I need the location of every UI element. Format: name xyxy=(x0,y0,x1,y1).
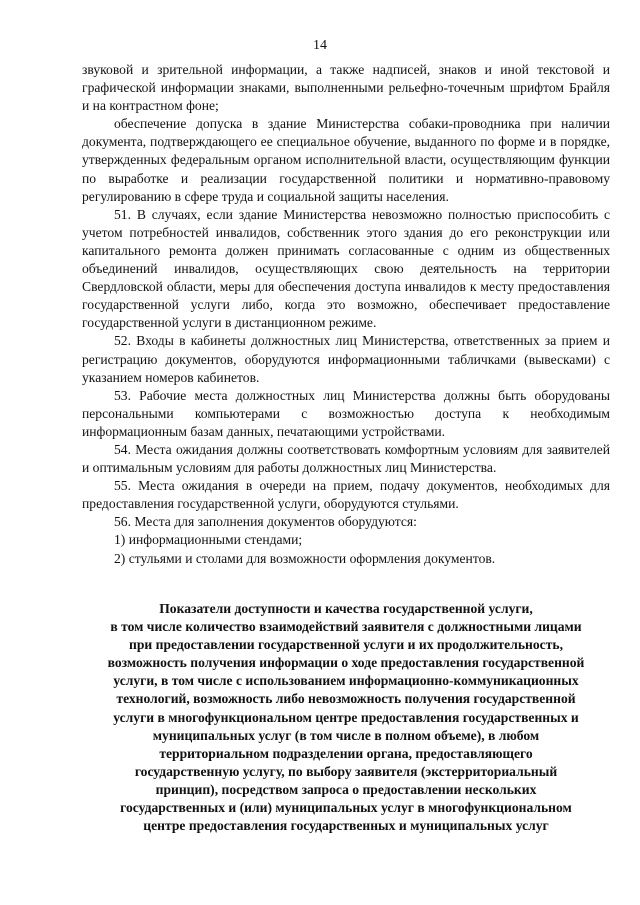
paragraph-55: 55. Места ожидания в очереди на прием, подачу документов, необходимых для предоставления государственной услуги, оборудуются стульями. xyxy=(82,478,610,512)
list-item-2: 2) стульями и столами для возможности оформления документов. xyxy=(114,550,496,566)
heading-line: принцип), посредством запроса о предоставлении нескольких xyxy=(155,781,537,797)
heading-line: возможность получения информации о ходе предоставления государственной xyxy=(107,655,585,671)
heading-line: технологий, возможность либо невозможность получения государственной xyxy=(116,691,576,707)
body-text xyxy=(82,61,610,568)
paragraph-53: 53. Рабочие места должностных лиц Министерства должны быть оборудованы персональными компьютерами с возможностью доступа к необходимым информационным базам данных, печатающими устройствами. xyxy=(82,387,610,439)
section-heading xyxy=(82,600,610,835)
heading-line: услуги, в том числе с использованием информационно-коммуникационных xyxy=(113,673,579,689)
heading-line: в том числе количество взаимодействий заявителя с должностными лицами xyxy=(110,619,582,635)
list-item-1: 1) информационными стендами; xyxy=(114,532,303,548)
heading-line: государственную услугу, по выбору заявителя (экстерриториальный xyxy=(134,763,558,779)
heading-line: центре предоставления государственных и муниципальных услуг xyxy=(143,818,549,834)
paragraph-54: 54. Места ожидания должны соответствовать комфортным условиям для заявителей и оптимальным условиям для работы должностных лиц Министерства. xyxy=(82,441,610,476)
heading-line: услуги в многофункциональном центре предоставления государственных и xyxy=(113,709,579,725)
page-number: 14 xyxy=(313,38,327,53)
paragraph-guide-dog-access: обеспечение допуска в здание Министерства собаки-проводника при наличии документа, подтверждающего ее специальное обучение, выданного по форме и в порядке, утвержденных федеральным органом исполнительной власти, осуществляющим функции по выработке и реализации государственной политики и нормативно-правовому регулированию в сфере труда и социальной защиты населения. xyxy=(82,116,610,204)
paragraph-continuation: звуковой и зрительной информации, а также надписей, знаков и иной текстовой и графической информации знаками, выполненными рельефно-точечным шрифтом Брайля и на контрастном фоне; xyxy=(82,62,610,114)
heading-line: при предоставлении государственной услуги и их продолжительность, xyxy=(129,637,563,653)
heading-line: Показатели доступности и качества государственной услуги, xyxy=(159,601,533,616)
heading-line: территориальном подразделении органа, предоставляющего xyxy=(159,745,533,761)
paragraph-56: 56. Места для заполнения документов оборудуются: xyxy=(114,514,417,530)
paragraph-51: 51. В случаях, если здание Министерства невозможно полностью приспособить с учетом потребностей инвалидов, собственник этого здания до его реконструкции или капитального ремонта должен принимать согласованные с одним из общественных объединений инвалидов, осуществляющих свою деятельность на территории Свердловской области, меры для обеспечения доступа инвалидов к месту предоставления государственной услуги либо, когда это возможно, обеспечивает предоставление государственной услуги в дистанционном режиме. xyxy=(82,206,610,331)
paragraph-52: 52. Входы в кабинеты должностных лиц Министерства, ответственных за прием и регистрацию документов, оборудуются информационными табличками (вывесками) с указанием номеров кабинетов. xyxy=(82,333,610,385)
heading-line: государственных и (или) муниципальных услуг в многофункциональном xyxy=(120,800,572,816)
heading-line: муниципальных услуг (в том числе в полном объеме), в любом xyxy=(152,727,540,743)
